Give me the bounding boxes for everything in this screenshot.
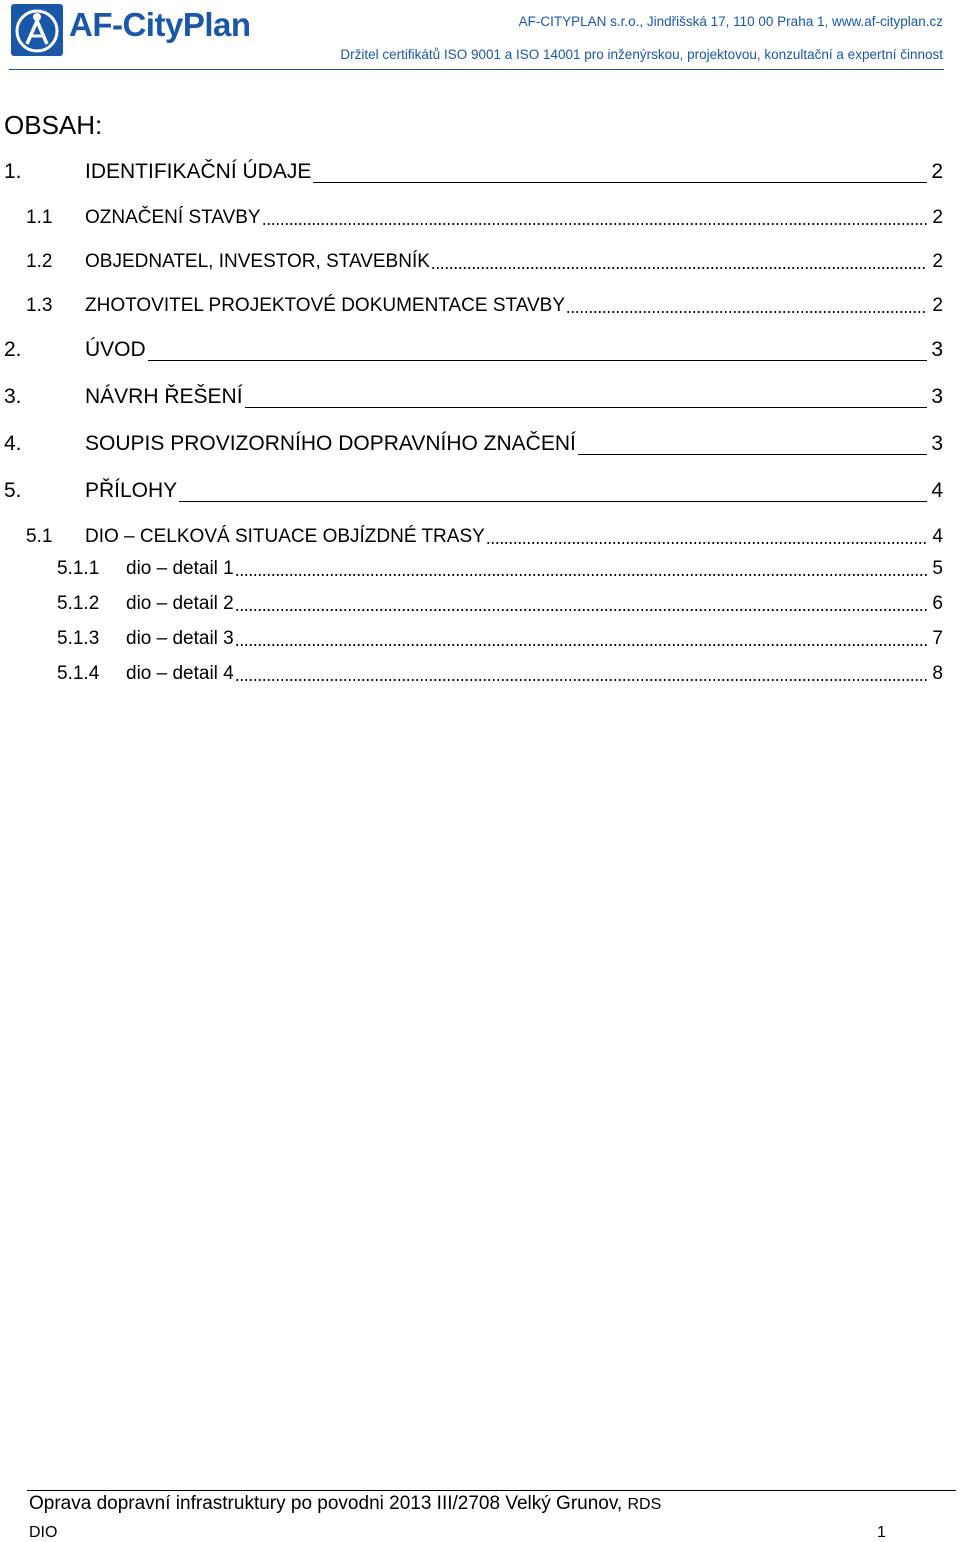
toc-entry-page: 6 bbox=[932, 593, 943, 614]
toc-entry[interactable] bbox=[0, 205, 943, 233]
toc-entry-text: dio – detail 2 bbox=[126, 593, 234, 614]
toc-entry[interactable] bbox=[0, 338, 943, 366]
toc-entry-page: 4 bbox=[931, 479, 943, 502]
toc-entry[interactable] bbox=[0, 293, 943, 321]
toc-leader-line bbox=[179, 501, 927, 502]
logo-text: AF-CityPlan bbox=[69, 6, 251, 43]
toc-entry-page: 3 bbox=[931, 432, 943, 455]
toc-entry-text: IDENTIFIKAČNÍ ÚDAJE bbox=[85, 160, 312, 183]
toc-entry[interactable] bbox=[0, 661, 943, 689]
toc-entry-number: 2. bbox=[4, 338, 22, 361]
toc-entry[interactable] bbox=[0, 524, 943, 552]
toc-entry-number: 5. bbox=[4, 479, 22, 502]
toc-entry-text: OZNAČENÍ STAVBY bbox=[85, 207, 261, 228]
certificate-note: Držitel certifikátů ISO 9001 a ISO 14001 pro inženýrskou, projektovou, konzultační a expertní činnost bbox=[340, 47, 943, 62]
toc-leader-dots bbox=[486, 542, 927, 544]
toc-entry[interactable] bbox=[0, 249, 943, 277]
toc-entry-text: OBJEDNATEL, INVESTOR, STAVEBNÍK bbox=[85, 251, 430, 272]
toc-entry[interactable] bbox=[0, 160, 943, 188]
toc-leader-dots bbox=[262, 223, 927, 225]
toc-leader-dots bbox=[235, 574, 927, 576]
toc-entry-text: ÚVOD bbox=[85, 338, 146, 361]
toc-leader-dots bbox=[566, 311, 927, 313]
toc-entry-page: 2 bbox=[932, 207, 943, 228]
toc-entry-number: 5.1.3 bbox=[57, 628, 100, 649]
footer-page-number: 1 bbox=[877, 1524, 886, 1541]
company-address: AF-CITYPLAN s.r.o., Jindřišská 17, 110 00 Praha 1, www.af-cityplan.cz bbox=[518, 14, 943, 29]
toc-entry[interactable] bbox=[0, 385, 943, 413]
toc-entry[interactable] bbox=[0, 432, 943, 460]
toc-entry-text: ZHOTOVITEL PROJEKTOVÉ DOKUMENTACE STAVBY bbox=[85, 295, 566, 316]
toc-leader-dots bbox=[235, 609, 927, 611]
toc-leader-line bbox=[148, 360, 927, 361]
toc-entry-number: 1. bbox=[4, 160, 22, 183]
toc-entry-text: NÁVRH ŘEŠENÍ bbox=[85, 385, 243, 408]
footer-project-name: Oprava dopravní infrastruktury po povodni 2013 III/2708 Velký Grunov, bbox=[29, 1493, 623, 1514]
footer-project-title bbox=[29, 1493, 661, 1515]
logo-mark-icon bbox=[11, 4, 63, 56]
toc-entry-page: 5 bbox=[932, 558, 943, 579]
toc-entry-number: 4. bbox=[4, 432, 22, 455]
page-header bbox=[0, 0, 960, 72]
toc-entry-text: SOUPIS PROVIZORNÍHO DOPRAVNÍHO ZNAČENÍ bbox=[85, 432, 576, 455]
toc-entry[interactable] bbox=[0, 626, 943, 654]
toc-entry-page: 3 bbox=[931, 385, 943, 408]
toc-entry-number: 5.1.4 bbox=[57, 663, 100, 684]
toc-leader-line bbox=[313, 182, 927, 183]
toc-leader-dots bbox=[431, 267, 927, 269]
toc-entry-number: 1.3 bbox=[26, 295, 53, 316]
toc-entry[interactable] bbox=[0, 591, 943, 619]
toc-entry-number: 1.2 bbox=[26, 251, 53, 272]
toc-entry-text: dio – detail 3 bbox=[126, 628, 234, 649]
toc-entry-number: 1.1 bbox=[26, 207, 53, 228]
footer-project-stage: RDS bbox=[627, 1496, 662, 1513]
toc-leader-line bbox=[578, 454, 927, 455]
footer-divider bbox=[27, 1490, 956, 1491]
toc-entry-page: 3 bbox=[931, 338, 943, 361]
toc-entry-page: 2 bbox=[932, 295, 943, 316]
toc-title: OBSAH: bbox=[4, 110, 103, 140]
toc-entry-number: 5.1.1 bbox=[57, 558, 100, 579]
toc-entry-number: 5.1.2 bbox=[57, 593, 100, 614]
company-logo bbox=[11, 4, 251, 58]
toc-entry-page: 2 bbox=[932, 251, 943, 272]
toc-entry-text: dio – detail 4 bbox=[126, 663, 234, 684]
toc-leader-dots bbox=[235, 679, 927, 681]
toc-entry-number: 3. bbox=[4, 385, 22, 408]
toc-entry-number: 5.1 bbox=[26, 526, 53, 547]
toc-entry[interactable] bbox=[0, 556, 943, 584]
toc-entry-text: dio – detail 1 bbox=[126, 558, 234, 579]
toc-entry-text: DIO – CELKOVÁ SITUACE OBJÍZDNÉ TRASY bbox=[85, 526, 485, 547]
toc-leader-dots bbox=[235, 644, 927, 646]
toc-entry[interactable] bbox=[0, 479, 943, 507]
toc-entry-page: 4 bbox=[932, 526, 943, 547]
toc-entry-text: PŘÍLOHY bbox=[85, 479, 178, 502]
header-divider bbox=[9, 69, 944, 70]
toc-entry-page: 8 bbox=[932, 663, 943, 684]
footer-document-code: DIO bbox=[29, 1524, 58, 1541]
toc-leader-line bbox=[245, 407, 927, 408]
toc-entry-page: 2 bbox=[931, 160, 943, 183]
toc-entry-page: 7 bbox=[932, 628, 943, 649]
